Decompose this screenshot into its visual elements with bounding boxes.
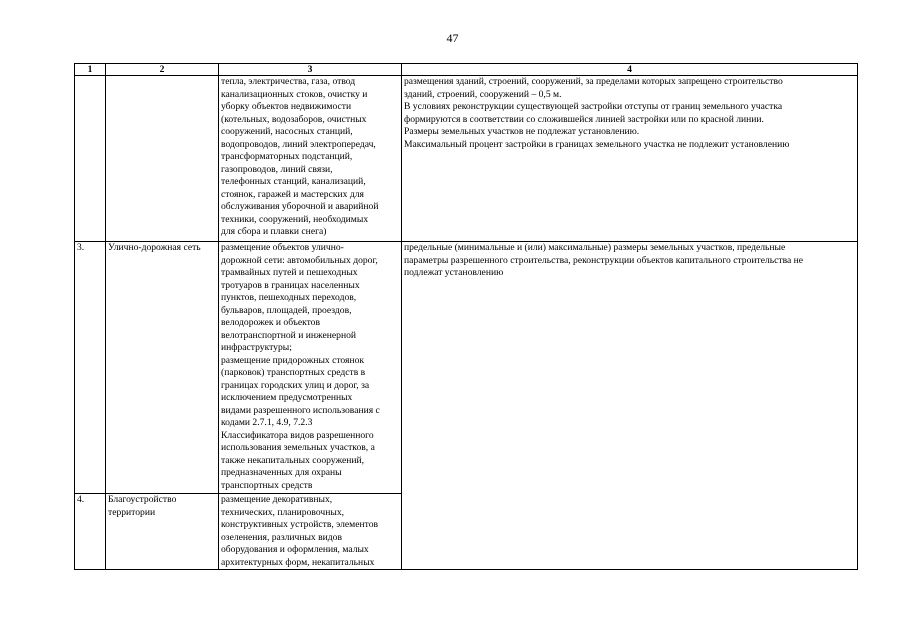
header-row bbox=[75, 64, 858, 76]
table-row bbox=[75, 76, 858, 242]
use-name-cell: Улично-дорожная сеть bbox=[106, 242, 219, 494]
row-number-cell: 3. bbox=[75, 242, 106, 494]
column-header-2: 2 bbox=[106, 64, 219, 76]
table-row bbox=[75, 242, 858, 494]
parameter-paragraph: В условиях реконструкции существующей застройки отступы от границ земельного участка формируются в соответствии со сложившейся линией застройки или по красной линии. bbox=[404, 101, 783, 125]
use-description-cell: размещение декоративных, технических, планировочных, конструктивных устройств, элементов озеленения, различных видов оборудования и оформления, малых архитектурных форм, некапитальных bbox=[219, 494, 402, 570]
row-number-cell bbox=[75, 76, 106, 242]
use-description-cell: размещение объектов улично- дорожной сети: автомобильных дорог, трамвайных путей и пешеходных тротуаров в границах населенных пунктов, пешеходных переходов, бульваров, площадей, проездов, велодорожек и объектов велотранспортной и инженерной инфраструктуры; размещение придорожных стоянок (парковок) транспортных средств в границах городских улиц и дорог, за исключением предусмотренных видами разрешенного использования с кодами 2.7.1, 4.9, 7.2.3 Классификатора видов разрешенного использования земельных участков, а также некапитальных сооружений, предназначенных для охраны транспортных средств bbox=[219, 242, 402, 494]
column-header-4: 4 bbox=[402, 64, 858, 76]
use-name-cell: Благоустройство территории bbox=[106, 494, 219, 570]
column-header-3: 3 bbox=[219, 64, 402, 76]
use-description-cell: тепла, электричества, газа, отвод канализационных стоков, очистку и уборку объектов недвижимости (котельных, водозаборов, очистных сооружений, насосных станций, водопроводов, линий электропередач, трансформаторных подстанций, газопроводов, линий связи, телефонных станций, канализаций, стоянок, гаражей и мастерских для обслуживания уборочной и аварийной техники, сооружений, необходимых для сбора и плавки снега) bbox=[219, 76, 402, 242]
parameters-cell bbox=[402, 76, 858, 242]
parameters-cell bbox=[402, 242, 858, 570]
column-header-1: 1 bbox=[75, 64, 106, 76]
page-number: 47 bbox=[446, 31, 459, 45]
parameter-paragraph: Размеры земельных участков не подлежат установлению. bbox=[404, 126, 640, 137]
parameter-paragraph: предельные (минимальные и (или) максимальные) размеры земельных участков, предельные параметры разрешенного строительства, реконструкции объектов капитального строительства не подлежат установлению bbox=[404, 242, 804, 278]
parameter-paragraph: размещения зданий, строений, сооружений, за пределами которых запрещено строительство зданий, строений, сооружений – 0,5 м. bbox=[404, 76, 783, 100]
row-number-cell: 4. bbox=[75, 494, 106, 570]
regulations-table bbox=[74, 63, 858, 570]
parameter-paragraph: Максимальный процент застройки в границах земельного участка не подлежит установлению bbox=[404, 138, 790, 150]
use-name-cell bbox=[106, 76, 219, 242]
